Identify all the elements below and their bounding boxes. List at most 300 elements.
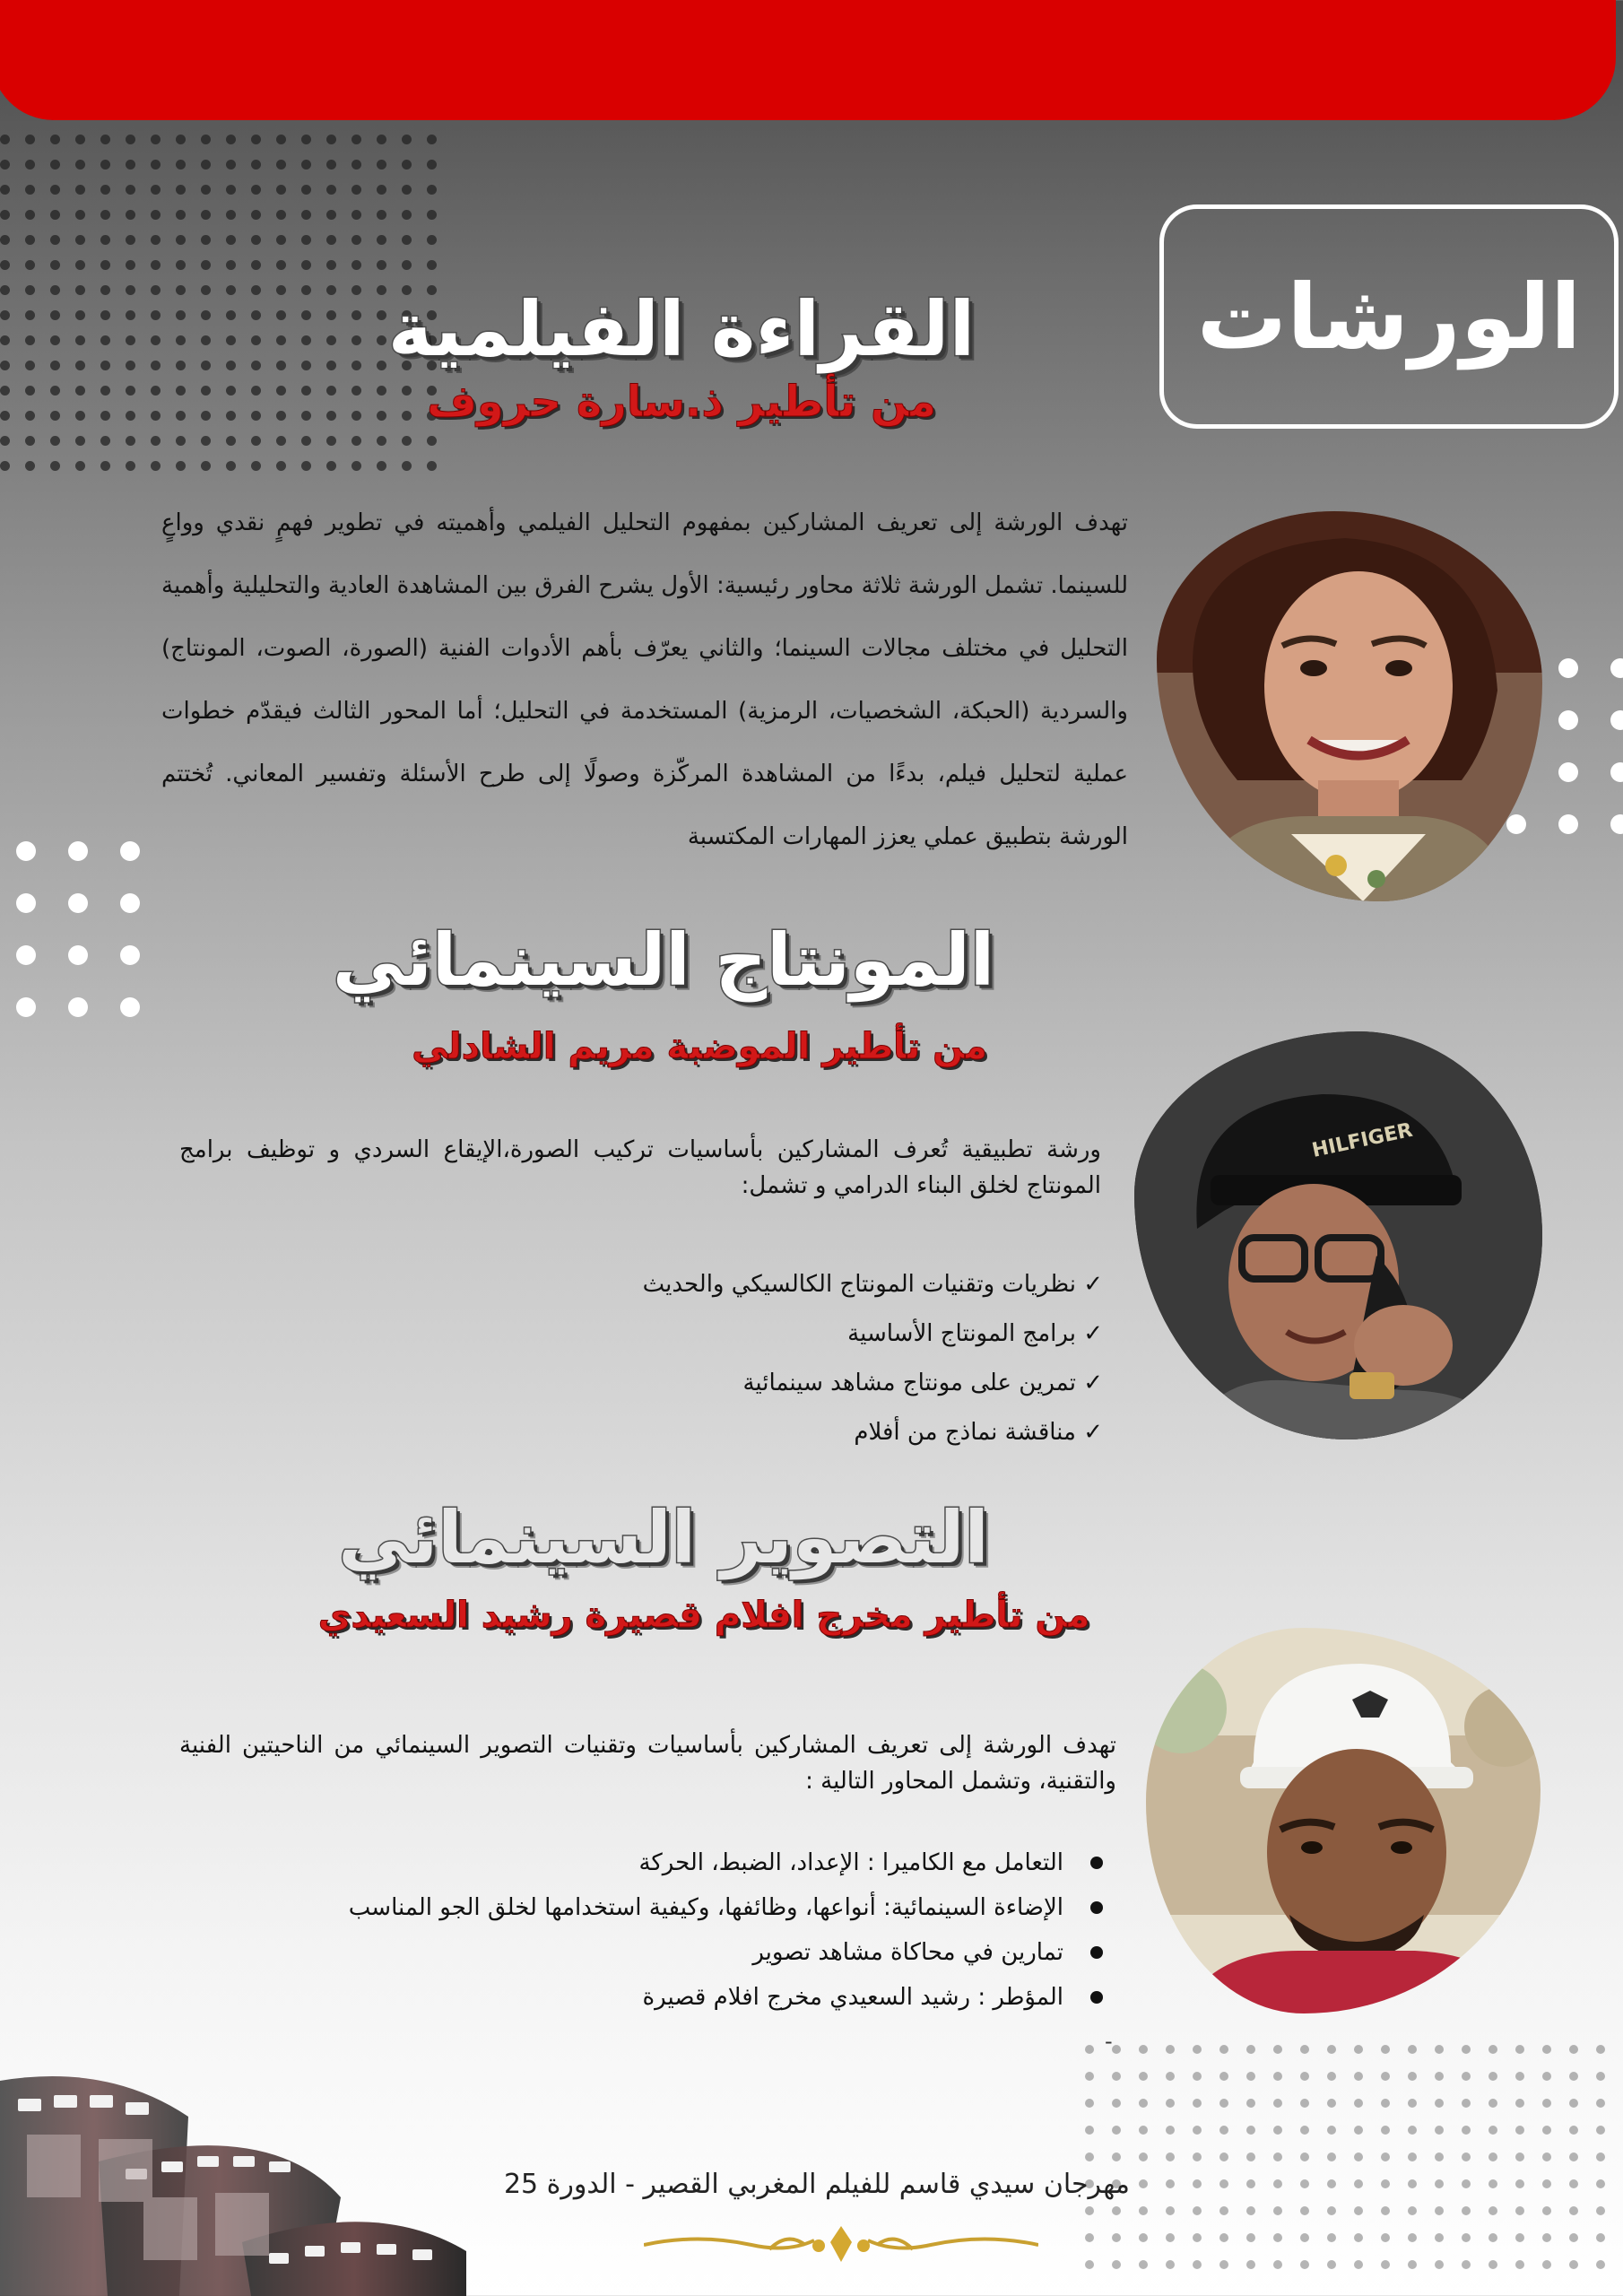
dot [251,160,261,170]
dot [1166,2233,1175,2242]
bullet-icon [1090,1857,1103,1869]
workshop-title: المونتاج السينمائي [332,918,995,1002]
dot [1558,710,1578,730]
dot [201,461,211,471]
dot [251,310,261,320]
dot [301,160,311,170]
dot [1408,2099,1417,2108]
dot [50,160,60,170]
dot [1166,2206,1175,2215]
cap-logo-text: HILFIGER [1310,1118,1415,1162]
dot [0,285,10,295]
dot [427,260,437,270]
workshop-description: تهدف الورشة إلى تعريف المشاركين بأساسيات وتقنيات التصوير السينمائي من الناحيتين الفنية والتقنية، وتشمل المحاور التالية : [179,1732,1116,1795]
dot [1542,2152,1551,2161]
dot [427,185,437,195]
dot [1166,2072,1175,2081]
dot [25,135,35,144]
dot [1273,2260,1282,2269]
dot [1515,2045,1524,2054]
dot [1515,2152,1524,2161]
dot [1569,2045,1578,2054]
dot [1506,814,1526,834]
dot [0,185,10,195]
decorative-dot-grid-bottom [1085,2045,1623,2287]
dot [276,210,286,220]
dot [301,235,311,245]
dot [201,436,211,446]
dot [427,436,437,446]
dot [226,285,236,295]
dot [201,285,211,295]
dot [377,160,386,170]
dot [427,235,437,245]
dot [1381,2233,1390,2242]
dot [1273,2152,1282,2161]
dot [1462,2099,1471,2108]
dot [120,997,140,1017]
dot [251,135,261,144]
dot [68,945,88,965]
dot [50,285,60,295]
dot [1408,2179,1417,2188]
dot [126,436,135,446]
dot [1462,2072,1471,2081]
dot [1300,2152,1309,2161]
dot [1596,2233,1605,2242]
top-red-banner [0,0,1616,120]
dot [1596,2179,1605,2188]
workshop-facilitator: من تأطير ذ.سارة حروف [427,377,936,427]
dot [1381,2099,1390,2108]
dot [1085,2072,1094,2081]
dot [75,135,85,144]
dot [326,185,336,195]
dot [352,210,361,220]
dot [1139,2152,1148,2161]
list-item-label: المؤطر : رشيد السعيدي مخرج افلام قصيرة [642,1984,1063,2011]
dot [120,841,140,861]
dot [1193,2206,1202,2215]
dot [1462,2152,1471,2161]
dot [1542,2126,1551,2135]
dot [1139,2072,1148,2081]
dot [1112,2233,1121,2242]
dot [301,185,311,195]
dot [126,461,135,471]
dot [126,210,135,220]
dot [151,461,161,471]
dot [251,361,261,370]
dot [1193,2045,1202,2054]
dot [377,461,386,471]
dot [1515,2233,1524,2242]
dot [201,235,211,245]
portrait-woman-icon [1157,511,1542,901]
dot [226,235,236,245]
dot [50,310,60,320]
dot [1569,2179,1578,2188]
dot [176,285,186,295]
dot [50,436,60,446]
dot [176,361,186,370]
dot [1569,2072,1578,2081]
dot [126,185,135,195]
dot [1112,2045,1121,2054]
dot [1381,2179,1390,2188]
dot [1193,2179,1202,2188]
workshop-title: التصوير السينمائي [338,1496,989,1579]
dot [326,135,336,144]
dot [1596,2072,1605,2081]
dot [402,461,412,471]
dot [1558,814,1578,834]
dot [1085,2206,1094,2215]
portrait-man-cap-icon [1146,1628,1541,2013]
list-item [251,1840,1103,1885]
dot [126,285,135,295]
dot [151,411,161,421]
dot [1219,2072,1228,2081]
dot [75,361,85,370]
dot [1273,2126,1282,2135]
dot [1569,2126,1578,2135]
dot [1300,2099,1309,2108]
dot [100,185,110,195]
dot [226,135,236,144]
dot [100,310,110,320]
dot [352,235,361,245]
dot [1246,2072,1255,2081]
dot [301,210,311,220]
dot [1515,2179,1524,2188]
dot [1610,814,1623,834]
dot [50,461,60,471]
dot [1569,2206,1578,2215]
dot [301,260,311,270]
dot [201,386,211,396]
dot [427,210,437,220]
dot [25,260,35,270]
dot [1488,2126,1497,2135]
dot [301,461,311,471]
dot [25,285,35,295]
dot [352,260,361,270]
workshop-title: القراءة الفيلمية [387,285,976,373]
dot [226,386,236,396]
dot [151,160,161,170]
dot [1542,2260,1551,2269]
dot [176,310,186,320]
dot [100,160,110,170]
dot [50,235,60,245]
dot [75,310,85,320]
dot [226,160,236,170]
dot [1219,2152,1228,2161]
dot [226,210,236,220]
dot [176,260,186,270]
dot [402,135,412,144]
dot [25,310,35,320]
dot [1166,2126,1175,2135]
dot [1246,2206,1255,2215]
dot [151,361,161,370]
dot [251,386,261,396]
dot [1273,2206,1282,2215]
dot [25,386,35,396]
dot [201,210,211,220]
decorative-white-dots-left [16,841,172,1049]
dot [50,135,60,144]
workshop-description: تهدف الورشة إلى تعريف المشاركين بمفهوم التحليل الفيلمي وأهميته في تطوير فهمٍ نقدي وواعٍ للسينما. تشمل الورشة ثلاثة محاور رئيسية: الأول يشرح الفرق بين المشاهدة العادية والتحليلية وأهمية التحليل في مختلف مجالات السينما؛ والثاني يعرّف بأهم الأدوات الفنية (الصورة، الصوت، المونتاج) والسردية (الحبكة، الشخصيات، الرمزية) المستخدمة في التحليل؛ أما المحور الثالث فيقدّم خطوات عملية لتحليل فيلم، بدءًا من المشاهدة المركّزة وصولًا إلى طرح الأسئلة وتفسير المعاني. تُختتم الورشة بتطبيق عملي يعزز المهارات المكتسبة [161,509,1128,850]
dot [352,386,361,396]
dot [1166,2260,1175,2269]
bullet-icon [1090,1901,1103,1914]
dot [0,411,10,421]
dot [352,411,361,421]
dot [276,386,286,396]
dot [1139,2099,1148,2108]
dot [1558,658,1578,678]
dot [301,386,311,396]
dot [1569,2152,1578,2161]
dot [201,361,211,370]
dot [276,135,286,144]
dot [1435,2045,1444,2054]
dot [50,361,60,370]
dot [427,160,437,170]
dot [25,461,35,471]
dot [1596,2206,1605,2215]
dot [276,160,286,170]
dot [75,160,85,170]
dot [25,411,35,421]
dot [1166,2099,1175,2108]
dot [1569,2099,1578,2108]
dot [1219,2233,1228,2242]
dot [151,210,161,220]
dot [226,361,236,370]
facilitator-photo [1157,511,1542,901]
dot [1327,2045,1336,2054]
bullet-icon [1090,1991,1103,2004]
facilitator-photo [1134,1031,1542,1439]
dot [377,235,386,245]
dot [1300,2126,1309,2135]
dot [68,893,88,913]
dot [25,361,35,370]
section-title: الورشات [1196,264,1582,370]
dot [326,436,336,446]
dot [1273,2233,1282,2242]
dot [1488,2260,1497,2269]
dot [201,335,211,345]
dot [276,185,286,195]
dot [1327,2126,1336,2135]
dot [151,386,161,396]
dot [427,135,437,144]
dot [100,436,110,446]
dot [151,285,161,295]
dot [176,185,186,195]
dot [75,386,85,396]
dot [100,210,110,220]
dot [75,260,85,270]
dot [0,361,10,370]
dot [1515,2260,1524,2269]
dot [1542,2233,1551,2242]
dot [1488,2072,1497,2081]
dot [301,135,311,144]
dot [251,235,261,245]
dot [1610,762,1623,782]
dot [75,235,85,245]
dot [1300,2206,1309,2215]
dot [402,160,412,170]
dot [126,260,135,270]
dot [151,310,161,320]
dot [226,310,236,320]
dot [1381,2072,1390,2081]
dot [1139,2179,1148,2188]
dot [0,160,10,170]
dot [1300,2045,1309,2054]
dot [1112,2206,1121,2215]
dot [68,841,88,861]
dot [1462,2233,1471,2242]
dot [75,210,85,220]
dot [1462,2179,1471,2188]
workshop-topics-list [448,1259,1103,1457]
dot [251,411,261,421]
dot [1354,2206,1363,2215]
dot [1381,2045,1390,2054]
dot [1246,2233,1255,2242]
dot [1273,2099,1282,2108]
dot [226,335,236,345]
dot [1408,2045,1417,2054]
dot [1273,2072,1282,2081]
dot [1219,2045,1228,2054]
dot [352,461,361,471]
dot [1515,2206,1524,2215]
dot [1354,2099,1363,2108]
dot [100,386,110,396]
dot [126,361,135,370]
dot [326,210,336,220]
list-item [251,1885,1103,1930]
dot [1327,2260,1336,2269]
dot [100,285,110,295]
dot [377,210,386,220]
dot [50,335,60,345]
bullet-icon [1090,1946,1103,1959]
dot [1408,2072,1417,2081]
dot [1381,2260,1390,2269]
dot [352,185,361,195]
workshop-facilitator: من تأطير الموضبة مريم الشادلي [412,1026,987,1067]
dot [1381,2126,1390,2135]
dot [1462,2206,1471,2215]
dot [1139,2045,1148,2054]
section-title-box [1159,204,1619,429]
dot [176,411,186,421]
dot [1408,2233,1417,2242]
dot [402,185,412,195]
dot [276,235,286,245]
dot [377,185,386,195]
dot [1193,2126,1202,2135]
dot [251,285,261,295]
dot [326,260,336,270]
dot [1462,2045,1471,2054]
dot [151,185,161,195]
dot [1327,2233,1336,2242]
dot [1542,2179,1551,2188]
dot [1354,2233,1363,2242]
dot [1085,2233,1094,2242]
workshop-facilitator: من تأطير مخرج افلام قصيرة رشيد السعيدي [317,1595,1090,1636]
dot [251,260,261,270]
dot [251,185,261,195]
dot [0,135,10,144]
dot [251,436,261,446]
list-item: ✓ تمرين على مونتاج مشاهد سينمائية [742,1369,1103,1396]
dot [1139,2126,1148,2135]
list-item [251,1930,1103,1975]
dot [126,386,135,396]
dot [0,260,10,270]
dot [1193,2152,1202,2161]
dot [16,841,36,861]
dot [75,335,85,345]
dot [276,260,286,270]
dot [25,235,35,245]
dot [1085,2045,1094,2054]
dot [151,335,161,345]
dot [1542,2206,1551,2215]
dot [1085,2099,1094,2108]
dot [226,260,236,270]
dot [1569,2233,1578,2242]
list-item: ✓ مناقشة نماذج من أفلام [854,1418,1103,1446]
dot [226,185,236,195]
facilitator-photo [1146,1628,1541,2013]
list-item-label: التعامل مع الكاميرا : الإعداد، الضبط، الحركة [638,1849,1063,1876]
dot [1112,2260,1121,2269]
dot [1139,2233,1148,2242]
dot [1327,2206,1336,2215]
dot [0,386,10,396]
dot [126,411,135,421]
workshop-description: ورشة تطبيقية تُعرف المشاركين بأساسيات تركيب الصورة،الإيقاع السردي و توظيف برامج المونتاج لخلق البناء الدرامي و تشمل: [179,1136,1101,1199]
dot [120,945,140,965]
list-item: ✓ برامج المونتاج الأساسية [847,1319,1103,1347]
dot [1488,2206,1497,2215]
dot [1408,2152,1417,2161]
dot [201,411,211,421]
dot [1112,2099,1121,2108]
dot [0,335,10,345]
dot [251,461,261,471]
dot [0,310,10,320]
dot [151,436,161,446]
dot [176,436,186,446]
dot [226,411,236,421]
dot [1435,2152,1444,2161]
dot [1193,2233,1202,2242]
dot [1327,2072,1336,2081]
